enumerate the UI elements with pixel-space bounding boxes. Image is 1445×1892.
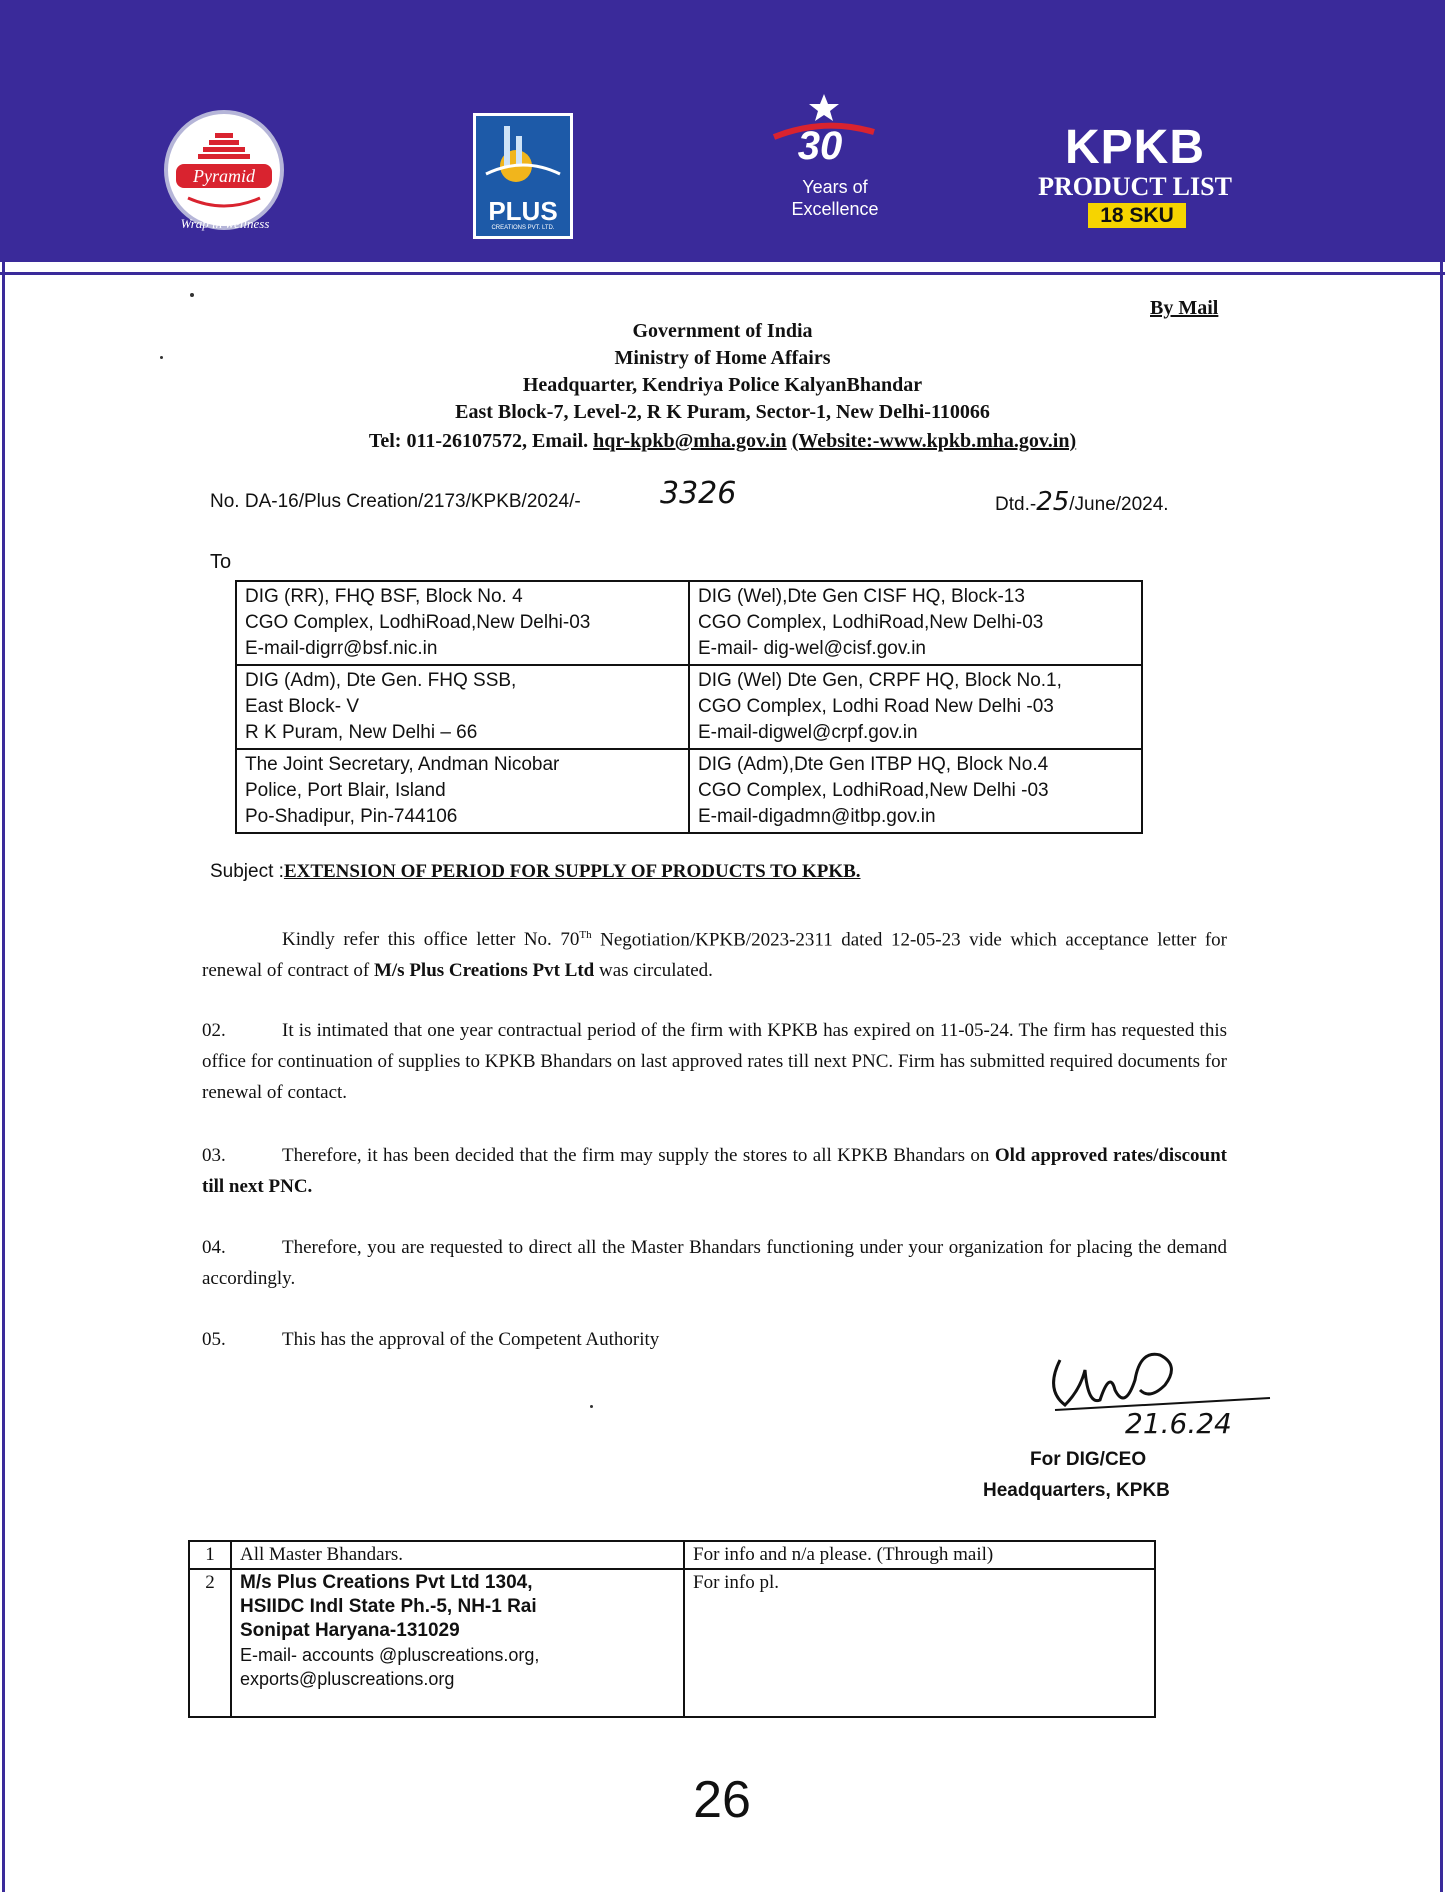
para-number: 02. — [202, 1020, 226, 1041]
copy-recipient — [231, 1569, 684, 1717]
para2-text: It is intimated that one year contractual period of the firm with KPKB has expired on 11-05-24. The firm has requested this office for continuation of supplies to KPKB Bhandars on last approved rates till next PNC. Firm has submitted required documents for renewal of contact. — [202, 1020, 1227, 1103]
subject-line — [210, 860, 861, 884]
para3-bold: Old approved rates/discount till next PNC. — [202, 1145, 1227, 1197]
addressee-email: E-mail- dig-wel@cisf.gov.in — [698, 638, 926, 659]
paragraph-4 — [202, 1232, 1227, 1294]
addressee-line: CGO Complex, LodhiRoad,New Delhi-03 — [245, 612, 591, 633]
letter-date — [995, 487, 1169, 517]
addressee-line: East Block- V — [245, 696, 360, 717]
scan-speck — [590, 1405, 593, 1408]
copy-remark: For info and n/a please. (Through mail) — [684, 1541, 1155, 1569]
org-line-4: East Block-7, Level-2, R K Puram, Sector-1, New Delhi-110066 — [455, 401, 990, 423]
addressee-line: Police, Port Blair, Island — [245, 780, 446, 801]
addressee-email: E-mail-digrr@bsf.nic.in — [245, 638, 438, 659]
reference-handwritten: 3326 — [660, 476, 737, 511]
table-row — [236, 665, 1142, 749]
pyramid-logo — [164, 110, 284, 230]
contact-line — [200, 430, 1245, 453]
contact-email-link[interactable]: hqr-kpkb@mha.gov.in — [593, 430, 787, 452]
addressee-line: DIG (Wel),Dte Gen CISF HQ, Block-13 — [698, 586, 1025, 607]
row-number: 1 — [189, 1541, 231, 1569]
page-border-left — [2, 0, 5, 1892]
addressee-table — [235, 580, 1143, 834]
contact-prefix: Tel: 011-26107572, Email. — [368, 430, 589, 452]
addressee-cell — [689, 665, 1142, 749]
copy-to-table — [188, 1540, 1156, 1718]
anniversary-line2: Excellence — [791, 199, 879, 219]
table-row — [189, 1569, 1155, 1717]
org-line-1: Government of India — [632, 320, 813, 342]
para1-b: Negotiation/KPKB/2023-2311 dated 12-05-23 vide which acceptance letter for renewal of contract of — [202, 929, 1227, 982]
table-row — [236, 749, 1142, 833]
recipient-line: M/s Plus Creations Pvt Ltd 1304, — [240, 1572, 533, 1593]
subject-text: EXTENSION OF PERIOD FOR SUPPLY OF PRODUCTS TO KPKB. — [283, 861, 861, 882]
addressee-line: CGO Complex, Lodhi Road New Delhi -03 — [698, 696, 1054, 717]
addressee-line: Po-Shadipur, Pin-744106 — [245, 806, 458, 827]
addressee-line: R K Puram, New Delhi – 66 — [245, 722, 478, 743]
addressee-cell — [236, 665, 689, 749]
anniversary-number: 30 — [797, 124, 843, 168]
date-handwritten: 25 — [1036, 487, 1070, 517]
paragraph-3 — [202, 1140, 1227, 1202]
page-border-right — [1440, 0, 1443, 1892]
addressee-cell — [236, 581, 689, 665]
plus-logo-word: PLUS — [488, 196, 558, 226]
anniversary-line1: Years of — [802, 177, 868, 197]
pyramid-tagline: Wrap in wellness — [180, 216, 270, 231]
date-prefix: Dtd.- — [995, 494, 1037, 515]
table-row — [189, 1541, 1155, 1569]
paragraph-2 — [202, 1015, 1227, 1108]
paragraph-1 — [202, 920, 1227, 986]
para-number: 05. — [202, 1329, 226, 1350]
plus-logo-subtitle: CREATIONS PVT. LTD. — [491, 225, 555, 231]
para4-text: Therefore, you are requested to direct all the Master Bhandars functioning under your organization for placing the demand accordingly. — [202, 1237, 1227, 1289]
addressee-line: CGO Complex, LodhiRoad,New Delhi -03 — [698, 780, 1049, 801]
signature-date: 21.6.24 — [1125, 1407, 1232, 1440]
para3-text: Therefore, it has been decided that the firm may supply the stores to all KPKB Bhandars on — [282, 1145, 995, 1166]
addressee-cell — [689, 749, 1142, 833]
signatory-line-2: Headquarters, KPKB — [983, 1480, 1170, 1501]
scan-speck — [160, 356, 163, 359]
scan-speck — [190, 293, 194, 297]
date-suffix: /June/2024. — [1069, 494, 1169, 515]
signatory-line-1: For DIG/CEO — [1030, 1449, 1147, 1470]
org-line-3: Headquarter, Kendriya Police KalyanBhandar — [522, 374, 923, 396]
header-subtitle: PRODUCT LIST — [1038, 172, 1232, 201]
para1-a: Kindly refer this office letter No. 70 — [282, 929, 580, 951]
para-number: 04. — [202, 1237, 226, 1258]
addressee-line: DIG (Adm),Dte Gen ITBP HQ, Block No.4 — [698, 754, 1049, 775]
para-number: 03. — [202, 1145, 226, 1166]
contact-website-link[interactable]: (Website:-www.kpkb.mha.gov.in) — [791, 430, 1077, 452]
addressee-line: The Joint Secretary, Andman Nicobar — [245, 754, 560, 775]
table-row — [236, 581, 1142, 665]
by-mail-label: By Mail — [1150, 297, 1219, 319]
addressee-line: CGO Complex, LodhiRoad,New Delhi-03 — [698, 612, 1044, 633]
para5-text: This has the approval of the Competent Authority — [282, 1329, 660, 1350]
addressee-email: E-mail-digwel@crpf.gov.in — [698, 722, 918, 743]
addressee-line: DIG (RR), FHQ BSF, Block No. 4 — [245, 586, 523, 607]
copy-recipient: All Master Bhandars. — [231, 1541, 684, 1569]
recipient-line: Sonipat Haryana-131029 — [240, 1620, 460, 1641]
reference-number: No. DA-16/Plus Creation/2173/KPKB/2024/- — [210, 491, 581, 512]
header-title: KPKB — [1064, 121, 1205, 174]
row-number: 2 — [189, 1569, 231, 1717]
to-label: To — [210, 551, 232, 573]
para1-c: was circulated. — [594, 960, 713, 982]
header-divider — [0, 272, 1445, 275]
recipient-line: HSIIDC Indl State Ph.-5, NH-1 Rai — [240, 1596, 537, 1617]
addressee-line: DIG (Wel) Dte Gen, CRPF HQ, Block No.1, — [698, 670, 1062, 691]
subject-label: Subject : — [210, 861, 284, 882]
addressee-email: E-mail-digadmn@itbp.gov.in — [698, 806, 936, 827]
addressee-cell — [236, 749, 689, 833]
recipient-email: exports@pluscreations.org — [240, 1669, 455, 1689]
org-line-2: Ministry of Home Affairs — [614, 347, 831, 369]
para1-sup: Th — [579, 929, 592, 941]
anniversary-text — [760, 176, 910, 220]
addressee-cell — [689, 581, 1142, 665]
sku-badge: 18 SKU — [1088, 203, 1186, 228]
pyramid-logo-text: Pyramid — [193, 166, 255, 186]
para1-firm: M/s Plus Creations Pvt Ltd — [373, 960, 595, 982]
recipient-email: E-mail- accounts @pluscreations.org, — [240, 1645, 540, 1665]
addressee-line: DIG (Adm), Dte Gen. FHQ SSB, — [245, 670, 517, 691]
page-number: 26 — [693, 1771, 751, 1829]
copy-remark: For info pl. — [684, 1569, 1155, 1717]
